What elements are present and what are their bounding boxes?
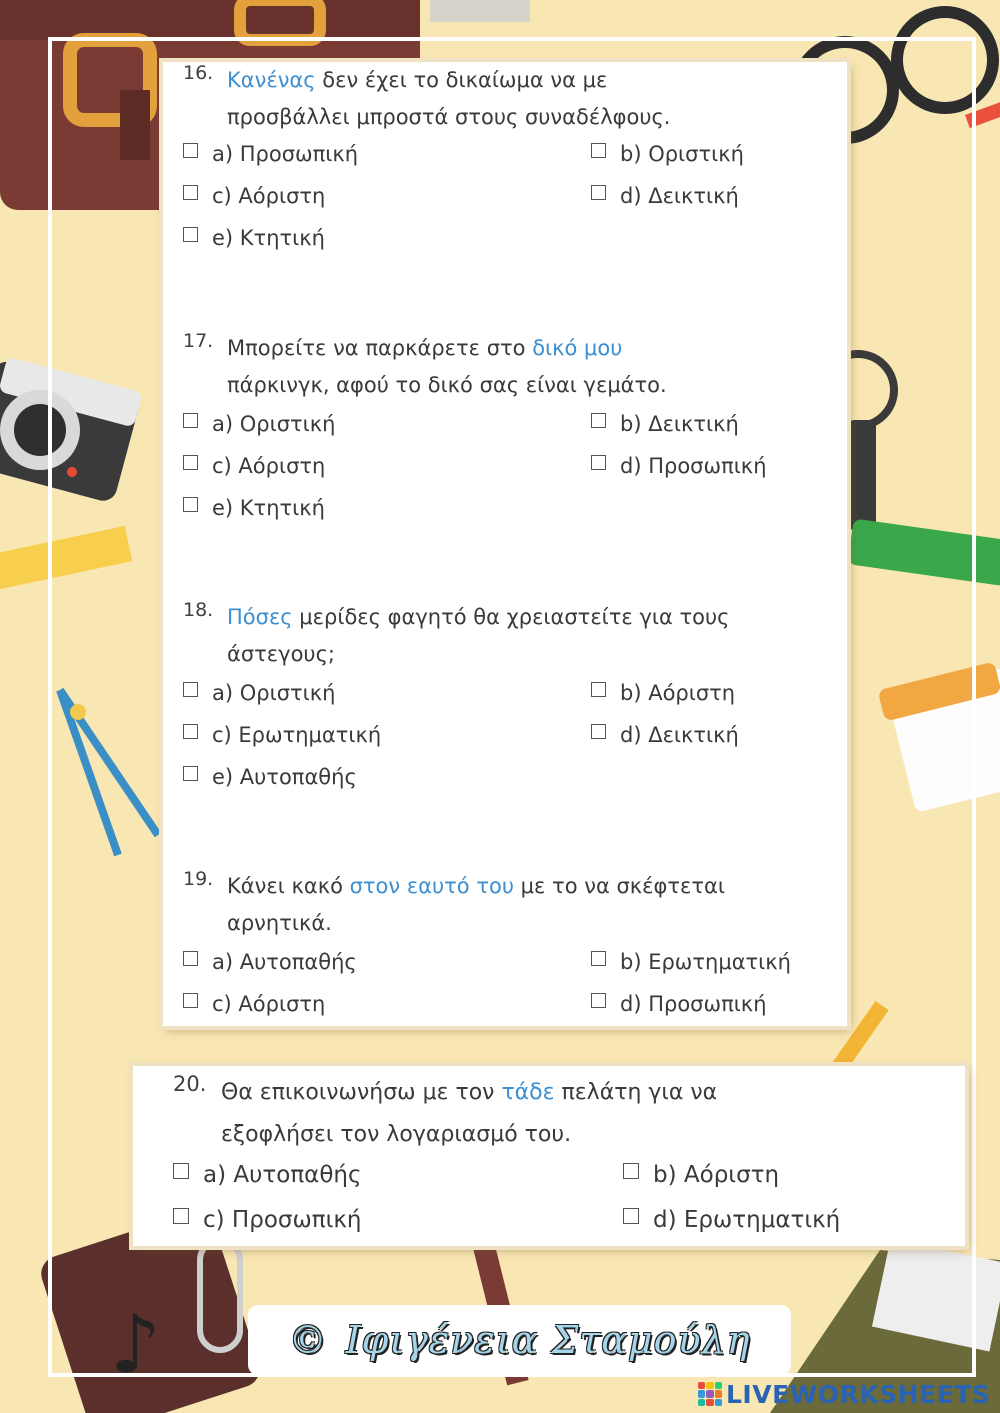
option-16-d[interactable] bbox=[591, 184, 739, 208]
question-text-part: με το να σκέφτεται bbox=[513, 874, 725, 898]
option-19-a[interactable] bbox=[183, 950, 357, 974]
checkbox[interactable] bbox=[591, 185, 606, 200]
question-text-line2: εξοφλήσει τον λογαριασμό του. bbox=[221, 1122, 572, 1147]
question-number: 18. bbox=[183, 599, 214, 621]
option-label: d) Δεικτική bbox=[620, 723, 739, 747]
highlighted-word: τάδε bbox=[501, 1080, 555, 1105]
checkbox[interactable] bbox=[591, 413, 606, 428]
question-number: 17. bbox=[183, 330, 214, 352]
option-label: d) Προσωπική bbox=[620, 992, 767, 1016]
question-text-part: δεν έχει το δικαίωμα να με bbox=[315, 68, 608, 92]
question-text bbox=[227, 330, 787, 404]
highlighted-word: Κανένας bbox=[227, 68, 316, 92]
option-18-c[interactable] bbox=[183, 723, 381, 747]
option-18-d[interactable] bbox=[591, 723, 739, 747]
checkbox[interactable] bbox=[183, 497, 198, 512]
svg-text:♪: ♪ bbox=[110, 1298, 162, 1391]
question-text-line2: προσβάλλει μπροστά στους συναδέλφους. bbox=[227, 105, 671, 129]
option-18-e[interactable] bbox=[183, 765, 357, 789]
option-20-d[interactable] bbox=[623, 1207, 840, 1233]
question-text-line2: πάρκινγκ, αφού το δικό σας είναι γεμάτο. bbox=[227, 373, 667, 397]
option-label: a) Αυτοπαθής bbox=[203, 1162, 362, 1188]
checkbox[interactable] bbox=[591, 682, 606, 697]
checkbox[interactable] bbox=[591, 143, 606, 158]
option-label: c) Αόριστη bbox=[212, 454, 326, 478]
checkbox[interactable] bbox=[173, 1163, 189, 1179]
checkbox[interactable] bbox=[591, 993, 606, 1008]
option-17-d[interactable] bbox=[591, 454, 767, 478]
checkbox[interactable] bbox=[173, 1208, 189, 1224]
questions-card bbox=[163, 62, 847, 1026]
checkbox[interactable] bbox=[183, 724, 198, 739]
option-label: a) Αυτοπαθής bbox=[212, 950, 357, 974]
notebook-icon bbox=[430, 0, 530, 22]
question-text bbox=[227, 62, 787, 136]
question-text-part: πελάτη για να bbox=[554, 1080, 718, 1105]
checkbox[interactable] bbox=[183, 766, 198, 781]
option-17-a[interactable] bbox=[183, 412, 335, 436]
option-label: c) Προσωπική bbox=[203, 1207, 362, 1233]
option-label: b) Αόριστη bbox=[620, 681, 736, 705]
option-label: b) Οριστική bbox=[620, 142, 744, 166]
option-label: e) Κτητική bbox=[212, 496, 325, 520]
option-16-e[interactable] bbox=[183, 226, 325, 250]
checkbox[interactable] bbox=[591, 455, 606, 470]
option-label: b) Ερωτηματική bbox=[620, 950, 791, 974]
option-label: a) Οριστική bbox=[212, 681, 336, 705]
option-label: e) Κτητική bbox=[212, 226, 325, 250]
question-text bbox=[227, 599, 787, 673]
liveworksheets-grid-icon bbox=[698, 1382, 722, 1406]
checkbox[interactable] bbox=[183, 993, 198, 1008]
question-text bbox=[221, 1072, 921, 1156]
checkbox[interactable] bbox=[183, 143, 198, 158]
option-label: b) Δεικτική bbox=[620, 412, 739, 436]
checkbox[interactable] bbox=[183, 682, 198, 697]
option-label: b) Αόριστη bbox=[653, 1162, 780, 1188]
option-19-c[interactable] bbox=[183, 992, 325, 1016]
option-20-b[interactable] bbox=[623, 1162, 779, 1188]
checkbox[interactable] bbox=[183, 951, 198, 966]
option-19-d[interactable] bbox=[591, 992, 767, 1016]
checkbox[interactable] bbox=[623, 1163, 639, 1179]
option-16-a[interactable] bbox=[183, 142, 358, 166]
copyright-icon: © bbox=[288, 1318, 328, 1362]
option-label: d) Προσωπική bbox=[620, 454, 767, 478]
checkbox[interactable] bbox=[591, 724, 606, 739]
question-text-part: Θα επικοινωνήσω με τον bbox=[221, 1080, 502, 1105]
option-20-c[interactable] bbox=[173, 1207, 362, 1233]
option-label: c) Ερωτηματική bbox=[212, 723, 382, 747]
option-label: c) Αόριστη bbox=[212, 992, 326, 1016]
option-label: d) Δεικτική bbox=[620, 184, 739, 208]
question-text bbox=[227, 868, 787, 942]
question-text-part: Μπορείτε να παρκάρετε στο bbox=[227, 336, 533, 360]
checkbox[interactable] bbox=[183, 227, 198, 242]
checkbox[interactable] bbox=[183, 455, 198, 470]
brand-name: LIVEWORKSHEETS bbox=[726, 1379, 991, 1409]
checkbox[interactable] bbox=[183, 185, 198, 200]
checkbox[interactable] bbox=[623, 1208, 639, 1224]
option-18-b[interactable] bbox=[591, 681, 735, 705]
option-label: e) Αυτοπαθής bbox=[212, 765, 357, 789]
option-20-a[interactable] bbox=[173, 1162, 362, 1188]
author-credit bbox=[248, 1305, 791, 1375]
option-16-c[interactable] bbox=[183, 184, 325, 208]
highlighted-word: Πόσες bbox=[227, 605, 293, 629]
option-18-a[interactable] bbox=[183, 681, 335, 705]
option-label: a) Προσωπική bbox=[212, 142, 359, 166]
option-17-c[interactable] bbox=[183, 454, 325, 478]
question-number: 16. bbox=[183, 62, 214, 84]
liveworksheets-logo[interactable] bbox=[698, 1380, 990, 1408]
option-19-b[interactable] bbox=[591, 950, 791, 974]
highlighted-word: δικό μου bbox=[532, 336, 623, 360]
option-17-e[interactable] bbox=[183, 496, 325, 520]
checkbox[interactable] bbox=[183, 413, 198, 428]
question-text-part: Κάνει κακό bbox=[227, 874, 350, 898]
question-20-card bbox=[133, 1066, 965, 1246]
option-label: a) Οριστική bbox=[212, 412, 336, 436]
question-number: 19. bbox=[183, 868, 214, 890]
question-number: 20. bbox=[173, 1072, 207, 1096]
question-text-line2: αρνητικά. bbox=[227, 911, 332, 935]
highlighted-word: στον εαυτό του bbox=[349, 874, 514, 898]
author-name: Ιφιγένεια Σταμούλη bbox=[345, 1318, 751, 1362]
checkbox[interactable] bbox=[591, 951, 606, 966]
option-17-b[interactable] bbox=[591, 412, 739, 436]
option-label: c) Αόριστη bbox=[212, 184, 326, 208]
option-16-b[interactable] bbox=[591, 142, 744, 166]
question-text-part: μερίδες φαγητό θα χρειαστείτε για τους bbox=[292, 605, 730, 629]
question-text-line2: άστεγους; bbox=[227, 642, 335, 666]
option-label: d) Ερωτηματική bbox=[653, 1207, 841, 1233]
